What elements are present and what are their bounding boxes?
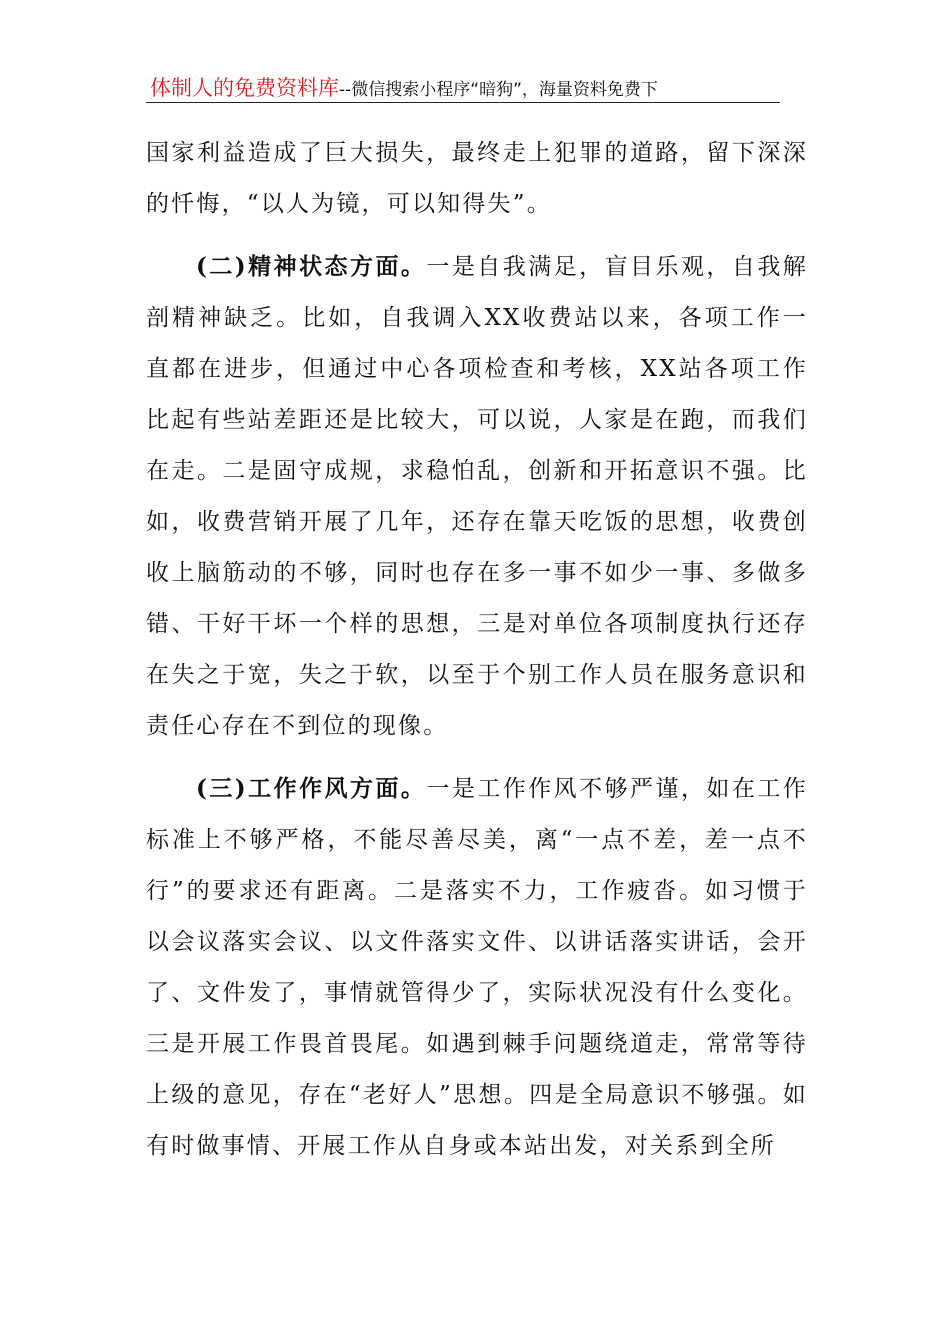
paragraph-work-style xyxy=(146,763,808,1172)
paragraph-heading: (三)工作作风方面。 xyxy=(196,775,427,802)
document-body xyxy=(146,128,808,1172)
header-divider xyxy=(146,102,780,103)
paragraph-heading: (二)精神状态方面。 xyxy=(196,253,427,280)
header-slogan: --微信搜索小程序“暗狗”，海量资料免费下 xyxy=(339,80,658,100)
header-brand: 体制人的免费资料库 xyxy=(150,76,339,100)
paragraph-text: 国家利益造成了巨大损失，最终走上犯罪的道路，留下深深的忏悔，“以人为镜，可以知得失”。 xyxy=(146,140,808,217)
paragraph-continuation xyxy=(146,128,808,230)
page-header xyxy=(150,72,780,104)
paragraph-spirit-state xyxy=(146,241,808,752)
paragraph-text: 一是自我满足，盲目乐观，自我解剖精神缺乏。比如，自我调入XX收费站以来，各项工作一直都在进步，但通过中心各项检查和考核，XX站各项工作比起有些站差距还是比较大，可以说，人家是在跑，而我们在走。二是固守成规，求稳怕乱，创新和开拓意识不强。比如，收费营销开展了几年，还存在靠天吃饭的思想，收费创收上脑筋动的不够，同时也存在多一事不如少一事、多做多错、干好干坏一个样的思想，三是对单位各项制度执行还存在失之于宽，失之于软，以至于个别工作人员在服务意识和责任心存在不到位的现像。 xyxy=(146,254,809,739)
paragraph-text: 一是工作作风不够严谨，如在工作标准上不够严格，不能尽善尽美，离“一点不差，差一点不行”的要求还有距离。二是落实不力，工作疲沓。如习惯于以会议落实会议、以文件落实文件、以讲话落实讲话，会开了、文件发了，事情就管得少了，实际状况没有什么变化。三是开展工作畏首畏尾。如遇到棘手问题绕道走，常常等待上级的意见，存在“老好人”思想。四是全局意识不够强。如有时做事情、开展工作从自身或本站出发，对关系到全所 xyxy=(146,776,809,1159)
